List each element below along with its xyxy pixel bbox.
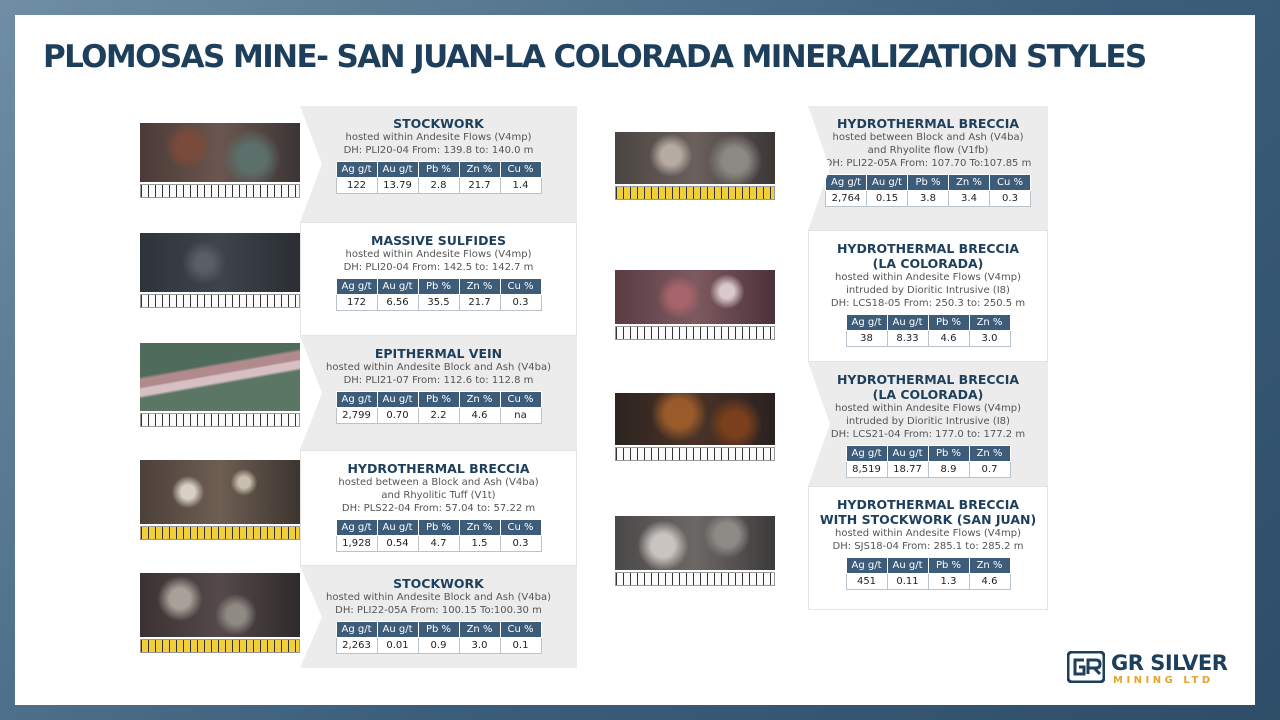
assay-value-cell: 2.2 xyxy=(418,408,459,424)
assay-value-cell: 451 xyxy=(846,574,887,590)
left-mineralization-panel-5 xyxy=(300,566,577,668)
panel-description: hosted between a Block and Ash (V4ba) xyxy=(338,477,539,488)
assay-header-row xyxy=(336,520,541,536)
panel-arrow xyxy=(301,223,323,337)
assay-header-cell: Au g/t xyxy=(377,162,418,178)
measuring-tape xyxy=(140,294,300,308)
panel-description: hosted within Andesite Block and Ash (V4ba) xyxy=(326,362,551,373)
assay-value-cell: 0.1 xyxy=(500,638,541,654)
assay-table xyxy=(336,519,542,552)
assay-header-cell: Pb % xyxy=(908,175,949,191)
panel-description: hosted within Andesite Flows (V4mp) xyxy=(345,132,532,143)
panel-description: hosted between Block and Ash (V4ba) xyxy=(832,132,1024,143)
assay-header-row xyxy=(826,175,1031,191)
panel-description: DH: PLI20-04 From: 139.8 to: 140.0 m xyxy=(343,145,534,156)
core-rock xyxy=(140,233,300,292)
panel-description: and Rhyolitic Tuff (V1t) xyxy=(381,490,496,501)
left-core-sample-photo-4 xyxy=(140,460,300,540)
panel-title: STOCKWORK xyxy=(393,576,484,591)
measuring-tape xyxy=(615,186,775,200)
assay-header-cell: Au g/t xyxy=(887,315,928,331)
core-rock xyxy=(615,270,775,324)
right-mineralization-panel-2 xyxy=(808,230,1048,362)
assay-header-row xyxy=(846,315,1010,331)
panel-description: hosted within Andesite Block and Ash (V4ba) xyxy=(326,592,551,603)
assay-header-row xyxy=(336,622,541,638)
assay-table xyxy=(336,621,542,654)
core-rock xyxy=(615,393,775,445)
measuring-tape xyxy=(615,326,775,340)
assay-value-row xyxy=(336,295,541,311)
panel-description: DH: PLS22-04 From: 57.04 to: 57.22 m xyxy=(341,503,536,514)
panel-arrow xyxy=(300,336,322,450)
right-core-sample-photo-2 xyxy=(615,270,775,340)
assay-header-cell: Pb % xyxy=(418,162,459,178)
assay-header-cell: Au g/t xyxy=(887,558,928,574)
assay-header-row xyxy=(336,279,541,295)
assay-table xyxy=(846,445,1011,478)
assay-header-cell: Zn % xyxy=(459,392,500,408)
assay-header-cell: Ag g/t xyxy=(826,175,867,191)
assay-value-cell: 172 xyxy=(336,295,377,311)
panel-description: hosted within Andesite Flows (V4mp) xyxy=(834,272,1021,283)
assay-header-row xyxy=(336,392,541,408)
assay-header-cell: Ag g/t xyxy=(846,558,887,574)
assay-value-cell: 0.70 xyxy=(377,408,418,424)
assay-header-cell: Cu % xyxy=(500,622,541,638)
panel-arrow xyxy=(300,566,322,668)
assay-header-cell: Pb % xyxy=(928,315,969,331)
logo-subtitle: MINING LTD xyxy=(1113,675,1214,686)
assay-header-cell: Zn % xyxy=(969,315,1010,331)
assay-header-cell: Au g/t xyxy=(867,175,908,191)
assay-header-cell: Au g/t xyxy=(377,279,418,295)
right-mineralization-panel-1 xyxy=(808,106,1048,230)
assay-table xyxy=(336,278,542,311)
measuring-tape xyxy=(140,184,300,198)
assay-value-cell: 35.5 xyxy=(418,295,459,311)
panel-description: intruded by Dioritic Intrusive (I8) xyxy=(846,416,1010,427)
right-mineralization-panel-4 xyxy=(808,486,1048,610)
assay-value-cell: 8.33 xyxy=(887,331,928,347)
assay-value-cell: 1,928 xyxy=(336,536,377,552)
assay-value-cell: 4.6 xyxy=(928,331,969,347)
core-rock xyxy=(140,573,300,637)
assay-table xyxy=(846,314,1011,347)
assay-value-cell: 0.15 xyxy=(867,191,908,207)
assay-value-cell: na xyxy=(500,408,541,424)
assay-header-cell: Au g/t xyxy=(377,520,418,536)
assay-header-cell: Cu % xyxy=(500,162,541,178)
measuring-tape xyxy=(140,526,300,540)
left-core-sample-photo-3 xyxy=(140,343,300,427)
right-core-sample-photo-3 xyxy=(615,393,775,461)
panel-title: HYDROTHERMAL BRECCIA xyxy=(836,241,1020,256)
core-rock xyxy=(140,123,300,182)
assay-header-cell: Pb % xyxy=(418,279,459,295)
assay-header-row xyxy=(336,162,541,178)
panel-title: HYDROTHERMAL BRECCIA xyxy=(836,372,1020,387)
assay-value-cell: 8.9 xyxy=(928,462,969,478)
panel-arrow xyxy=(809,487,831,611)
measuring-tape xyxy=(615,447,775,461)
measuring-tape xyxy=(140,413,300,427)
assay-value-cell: 4.6 xyxy=(969,574,1010,590)
assay-value-cell: 0.3 xyxy=(500,536,541,552)
assay-header-cell: Pb % xyxy=(418,392,459,408)
assay-header-cell: Ag g/t xyxy=(336,162,377,178)
panel-title: (LA COLORADA) xyxy=(872,387,984,402)
assay-value-cell: 18.77 xyxy=(887,462,928,478)
panel-title: HYDROTHERMAL BRECCIA xyxy=(836,116,1020,131)
assay-value-row xyxy=(826,191,1031,207)
panel-title: HYDROTHERMAL BRECCIA xyxy=(836,497,1020,512)
assay-header-cell: Ag g/t xyxy=(336,392,377,408)
left-core-sample-photo-1 xyxy=(140,123,300,198)
panel-arrow xyxy=(808,362,830,486)
assay-table xyxy=(846,557,1011,590)
assay-header-cell: Ag g/t xyxy=(846,446,887,462)
panel-description: DH: PLI21-07 From: 112.6 to: 112.8 m xyxy=(343,375,534,386)
panel-description: DH: PLI22-05A From: 107.70 To:107.85 m xyxy=(824,158,1032,169)
assay-table xyxy=(825,174,1031,207)
assay-header-cell: Pb % xyxy=(418,622,459,638)
assay-header-cell: Cu % xyxy=(990,175,1031,191)
assay-value-cell: 21.7 xyxy=(459,295,500,311)
assay-value-cell: 2,764 xyxy=(826,191,867,207)
left-core-sample-photo-2 xyxy=(140,233,300,308)
assay-header-cell: Zn % xyxy=(459,162,500,178)
left-core-sample-photo-5 xyxy=(140,573,300,653)
assay-value-row xyxy=(336,638,541,654)
assay-header-cell: Zn % xyxy=(459,279,500,295)
assay-header-cell: Cu % xyxy=(500,392,541,408)
left-mineralization-panel-2 xyxy=(300,222,577,336)
left-mineralization-panel-4 xyxy=(300,450,577,566)
panel-title: WITH STOCKWORK (SAN JUAN) xyxy=(819,512,1037,527)
panel-arrow xyxy=(300,106,322,222)
core-rock xyxy=(140,460,300,524)
panel-description: DH: PLI22-05A From: 100.15 To:100.30 m xyxy=(335,605,542,616)
assay-value-row xyxy=(336,536,541,552)
assay-header-cell: Pb % xyxy=(928,558,969,574)
assay-value-cell: 1.4 xyxy=(500,178,541,194)
panel-description: and Rhyolite flow (V1fb) xyxy=(867,145,989,156)
assay-value-row xyxy=(336,178,541,194)
assay-table xyxy=(336,391,542,424)
assay-value-cell: 21.7 xyxy=(459,178,500,194)
panel-description: DH: PLI20-04 From: 142.5 to: 142.7 m xyxy=(343,262,534,273)
assay-table xyxy=(336,161,542,194)
assay-header-cell: Au g/t xyxy=(887,446,928,462)
right-core-sample-photo-1 xyxy=(615,132,775,200)
page-title: PLOMOSAS MINE- SAN JUAN-LA COLORADA MINERALIZATION STYLES xyxy=(43,39,1146,75)
assay-value-cell: 3.4 xyxy=(949,191,990,207)
panel-description: intruded by Dioritic Intrusive (I8) xyxy=(846,285,1010,296)
assay-value-cell: 4.6 xyxy=(459,408,500,424)
panel-description: DH: LCS21-04 From: 177.0 to: 177.2 m xyxy=(830,429,1026,440)
assay-header-row xyxy=(846,446,1010,462)
assay-value-cell: 0.9 xyxy=(418,638,459,654)
assay-header-cell: Au g/t xyxy=(377,622,418,638)
assay-header-cell: Ag g/t xyxy=(336,622,377,638)
panel-title: EPITHERMAL VEIN xyxy=(374,346,503,361)
assay-value-row xyxy=(846,574,1010,590)
assay-value-cell: 3.0 xyxy=(459,638,500,654)
gr-logo-icon xyxy=(1067,651,1105,683)
panel-description: hosted within Andesite Flows (V4mp) xyxy=(834,403,1021,414)
assay-value-cell: 2,263 xyxy=(336,638,377,654)
measuring-tape xyxy=(140,639,300,653)
assay-header-row xyxy=(846,558,1010,574)
assay-header-cell: Zn % xyxy=(969,446,1010,462)
measuring-tape xyxy=(615,572,775,586)
assay-header-cell: Zn % xyxy=(459,520,500,536)
assay-value-cell: 122 xyxy=(336,178,377,194)
assay-value-cell: 0.3 xyxy=(500,295,541,311)
assay-value-cell: 0.3 xyxy=(990,191,1031,207)
right-mineralization-panel-3 xyxy=(808,362,1048,486)
assay-header-cell: Zn % xyxy=(459,622,500,638)
assay-header-cell: Ag g/t xyxy=(336,279,377,295)
assay-header-cell: Cu % xyxy=(500,279,541,295)
assay-header-cell: Ag g/t xyxy=(336,520,377,536)
core-rock xyxy=(140,343,300,411)
left-mineralization-panel-1 xyxy=(300,106,577,222)
panel-description: hosted within Andesite Flows (V4mp) xyxy=(345,249,532,260)
panel-description: DH: LCS18-05 From: 250.3 to: 250.5 m xyxy=(830,298,1026,309)
assay-value-cell: 13.79 xyxy=(377,178,418,194)
panel-description: hosted within Andesite Flows (V4mp) xyxy=(834,528,1021,539)
assay-value-cell: 3.8 xyxy=(908,191,949,207)
assay-header-cell: Pb % xyxy=(418,520,459,536)
assay-value-cell: 1.5 xyxy=(459,536,500,552)
logo-name: GR SILVER xyxy=(1111,651,1228,675)
core-rock xyxy=(615,132,775,184)
assay-value-cell: 0.7 xyxy=(969,462,1010,478)
right-core-sample-photo-4 xyxy=(615,516,775,586)
left-mineralization-panel-3 xyxy=(300,336,577,450)
assay-value-cell: 1.3 xyxy=(928,574,969,590)
panel-title: HYDROTHERMAL BRECCIA xyxy=(347,461,530,476)
assay-header-cell: Zn % xyxy=(969,558,1010,574)
assay-value-cell: 4.7 xyxy=(418,536,459,552)
panel-arrow xyxy=(809,231,831,363)
assay-header-cell: Ag g/t xyxy=(846,315,887,331)
assay-value-row xyxy=(846,331,1010,347)
assay-value-cell: 6.56 xyxy=(377,295,418,311)
panel-title: (LA COLORADA) xyxy=(872,256,984,271)
assay-value-row xyxy=(336,408,541,424)
assay-value-cell: 2.8 xyxy=(418,178,459,194)
panel-title: STOCKWORK xyxy=(393,116,484,131)
panel-arrow xyxy=(808,106,830,230)
core-rock xyxy=(615,516,775,570)
assay-value-cell: 0.54 xyxy=(377,536,418,552)
assay-value-row xyxy=(846,462,1010,478)
panel-description: DH: SJS18-04 From: 285.1 to: 285.2 m xyxy=(832,541,1024,552)
panel-arrow xyxy=(301,451,323,567)
panel-title: MASSIVE SULFIDES xyxy=(371,233,506,248)
assay-header-cell: Cu % xyxy=(500,520,541,536)
assay-header-cell: Au g/t xyxy=(377,392,418,408)
assay-value-cell: 0.11 xyxy=(887,574,928,590)
assay-value-cell: 2,799 xyxy=(336,408,377,424)
assay-value-cell: 38 xyxy=(846,331,887,347)
assay-value-cell: 8,519 xyxy=(846,462,887,478)
assay-value-cell: 0.01 xyxy=(377,638,418,654)
assay-header-cell: Pb % xyxy=(928,446,969,462)
slide xyxy=(15,15,1255,705)
assay-value-cell: 3.0 xyxy=(969,331,1010,347)
assay-header-cell: Zn % xyxy=(949,175,990,191)
